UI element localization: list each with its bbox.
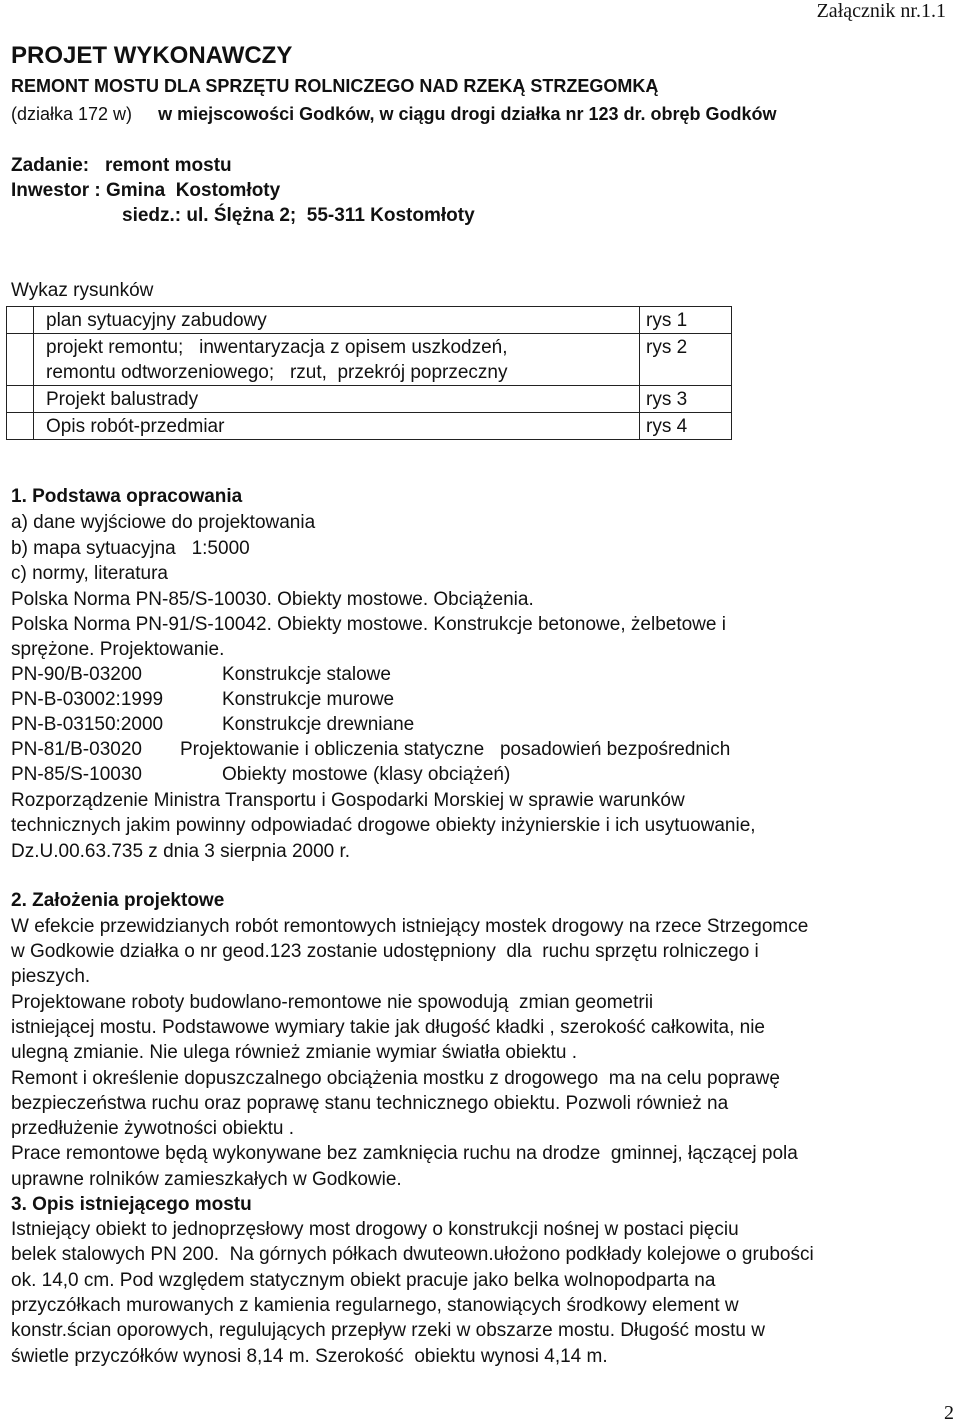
norm-row	[11, 714, 414, 736]
text-line: belek stalowych PN 200. Na górnych półkach dwuteown.ułożono podkłady kolejowe o grubości	[11, 1244, 814, 1265]
text-line: istniejącej mostu. Podstawowe wymiary takie jak długość kładki , szerokość całkowita, nie	[11, 1017, 765, 1038]
norm-code: PN-90/B-03200	[11, 664, 142, 685]
text-line: konstr.ścian oporowych, regulujących przepływ rzeki w obszarze mostu. Długość mostu w	[11, 1320, 765, 1341]
text-line: Polska Norma PN-91/S-10042. Obiekty mostowe. Konstrukcje betonowe, żelbetowe i	[11, 614, 726, 635]
investor-address: siedz.: ul. Ślężna 2; 55-311 Kostomłoty	[122, 205, 475, 226]
norm-code: PN-B-03150:2000	[11, 714, 164, 735]
norm-row	[11, 664, 391, 686]
drawing-reference: rys 1	[640, 307, 732, 334]
norm-description: Projektowanie i obliczenia statyczne posadowień bezpośrednich	[180, 739, 731, 760]
norm-code: PN-81/B-03020	[11, 739, 142, 760]
drawing-reference: rys 4	[640, 413, 732, 440]
norm-row	[11, 689, 394, 711]
text-line: c) normy, literatura	[11, 563, 168, 584]
text-line: technicznych jakim powinny odpowiadać drogowe obiekty inżynierskie i ich usytuowanie,	[11, 815, 756, 836]
document-title: PROJET WYKONAWCZY	[11, 42, 293, 69]
text-line: uprawne rolników zamieszkałych w Godkowie.	[11, 1169, 402, 1190]
drawing-description-line: remontu odtworzeniowego; rzut, przekrój poprzeczny	[46, 362, 508, 383]
table-cell-empty	[7, 413, 34, 440]
text-line: b) mapa sytuacyjna 1:5000	[11, 538, 250, 559]
norm-row	[11, 764, 510, 786]
text-line: pieszych.	[11, 966, 91, 987]
text-line: przyczółkach murowanych z kamienia regularnego, stanowiących środkowy element w	[11, 1295, 739, 1316]
section-heading: 2. Założenia projektowe	[11, 890, 225, 911]
location-text: w miejscowości Godków, w ciągu drogi działka nr 123 dr. obręb Godków	[158, 104, 777, 124]
norm-code: PN-85/S-10030	[11, 764, 142, 785]
text-line: Remont i określenie dopuszczalnego obciążenia mostku z drogowego ma na celu poprawę	[11, 1068, 780, 1089]
drawing-description: Opis robót-przedmiar	[34, 413, 640, 440]
text-line: świetle przyczółków wynosi 8,14 m. Szerokość obiektu wynosi 4,14 m.	[11, 1346, 608, 1367]
section-heading: 1. Podstawa opracowania	[11, 486, 243, 507]
norm-description: Konstrukcje drewniane	[222, 714, 415, 735]
section-heading: 3. Opis istniejącego mostu	[11, 1194, 252, 1215]
norm-description: Konstrukcje murowe	[222, 689, 395, 710]
text-line: przedłużenie żywotności obiektu .	[11, 1118, 295, 1139]
attachment-label: Załącznik nr.1.1	[816, 0, 946, 22]
table-cell-empty	[7, 386, 34, 413]
text-line: bezpieczeństwa ruchu oraz poprawę stanu technicznego obiektu. Pozwoli również na	[11, 1093, 729, 1114]
text-line: Polska Norma PN-85/S-10030. Obiekty mostowe. Obciążenia.	[11, 589, 534, 610]
text-line: Dz.U.00.63.735 z dnia 3 sierpnia 2000 r.	[11, 841, 351, 862]
norm-row	[11, 739, 730, 761]
drawing-reference: rys 2	[640, 334, 732, 386]
text-line: ok. 14,0 cm. Pod względem statycznym obiekt pracuje jako belka wolnopodparta na	[11, 1270, 716, 1291]
drawing-description-line: projekt remontu; inwentaryzacja z opisem uszkodzeń,	[46, 337, 508, 358]
text-line: sprężone. Projektowanie.	[11, 639, 225, 660]
text-line: w Godkowie działka o nr geod.123 zostanie udostępniony dla ruchu sprzętu rolniczego i	[11, 941, 759, 962]
drawing-description	[34, 334, 640, 386]
text-line: Istniejący obiekt to jednoprzęsłowy most drogowy o konstrukcji nośnej w postaci pięciu	[11, 1219, 739, 1240]
text-line: W efekcie przewidzianych robót remontowych istniejący mostek drogowy na rzece Strzegomce	[11, 916, 809, 937]
drawings-table	[6, 306, 732, 440]
table-cell-empty	[7, 334, 34, 386]
document-location	[11, 104, 777, 125]
document-subtitle: REMONT MOSTU DLA SPRZĘTU ROLNICZEGO NAD RZEKĄ STRZEGOMKĄ	[11, 76, 659, 96]
drawings-list-label: Wykaz rysunków	[11, 280, 154, 301]
norm-description: Obiekty mostowe (klasy obciążeń)	[222, 764, 511, 785]
text-line: Projektowane roboty budowlano-remontowe nie spowodują zmian geometrii	[11, 992, 654, 1013]
table-row	[7, 334, 732, 386]
investor-line: Inwestor : Gmina Kostomłoty	[11, 180, 281, 201]
table-cell-empty	[7, 307, 34, 334]
text-line: Prace remontowe będą wykonywane bez zamknięcia ruchu na drodze gminnej, łączącej pola	[11, 1143, 798, 1164]
table-row	[7, 413, 732, 440]
drawing-description: Projekt balustrady	[34, 386, 640, 413]
text-line: Rozporządzenie Ministra Transportu i Gospodarki Morskiej w sprawie warunków	[11, 790, 685, 811]
text-line: a) dane wyjściowe do projektowania	[11, 512, 316, 533]
text-line: ulegną zmianie. Nie ulega również zmianie wymiar światła obiektu .	[11, 1042, 578, 1063]
table-row	[7, 386, 732, 413]
drawing-reference: rys 3	[640, 386, 732, 413]
drawing-description: plan sytuacyjny zabudowy	[34, 307, 640, 334]
task-line: Zadanie: remont mostu	[11, 155, 232, 176]
page-number: 2	[944, 1402, 954, 1424]
norm-code: PN-B-03002:1999	[11, 689, 164, 710]
plot-number: (działka 172 w)	[11, 104, 133, 124]
norm-description: Konstrukcje stalowe	[222, 664, 391, 685]
table-row	[7, 307, 732, 334]
